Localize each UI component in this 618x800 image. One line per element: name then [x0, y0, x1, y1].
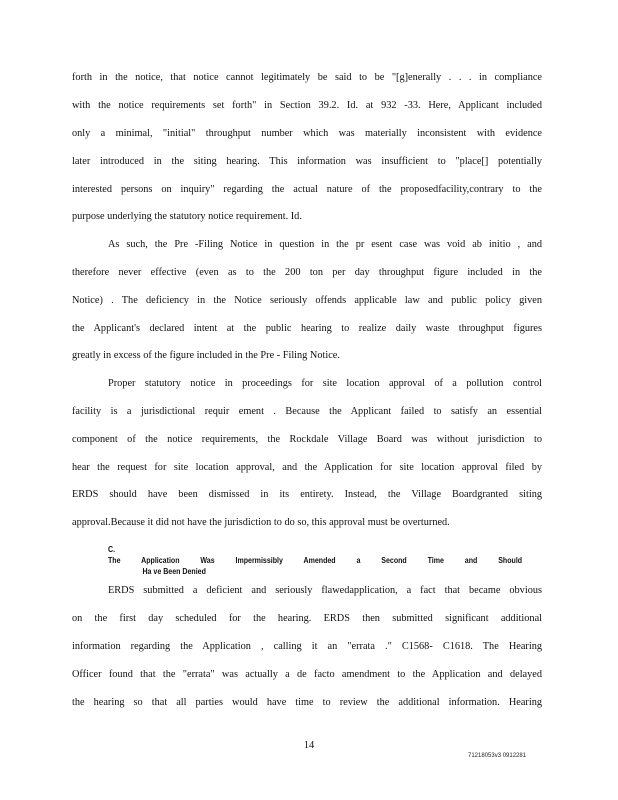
text-line: ERDS submitted a deficient and seriously flawedapplication, a fact that became obvious	[108, 585, 542, 596]
text-line: therefore never effective (even as to the 200 ton per day throughput figure included in the	[72, 267, 542, 278]
page-number: 14	[303, 740, 315, 751]
text-line: Officer found that the "errata" was actually a de facto amendment to the Application and delayed	[72, 669, 542, 680]
text-line: Proper statutory notice in proceedings for site location approval of a pollution control	[108, 378, 542, 389]
text-line: later introduced in the siting hearing. This information was insufficient to "place[] potentially	[72, 156, 542, 167]
text-line: hear the request for site location approval, and the Application for site location approval filed by	[72, 462, 542, 473]
text-line: component of the notice requirements, the Rockdale Village Board was without jurisdiction to	[72, 434, 542, 445]
text-line: ERDS should have been dismissed in its entirety. Instead, the Village Boardgranted siting	[72, 489, 542, 500]
text-line: greatly in excess of the figure included in the Pre - Filing Notice.	[72, 350, 340, 361]
text-line: forth in the notice, that notice cannot legitimately be said to be "[g]enerally . . . in compliance	[72, 72, 542, 83]
text-line: approval.Because it did not have the jurisdiction to do so, this approval must be overturned.	[72, 517, 450, 528]
text-line: the hearing so that all parties would have time to review the additional information. Hearing	[72, 697, 542, 708]
text-line: the Applicant's declared intent at the public hearing to realize daily waste throughput figures	[72, 323, 542, 334]
text-line: As such, the Pre -Filing Notice in question in the pr esent case was void ab initio , and	[108, 239, 542, 250]
section-heading-line2: Ha ve Been Denied	[142, 566, 206, 576]
section-letter: C.	[108, 544, 116, 554]
text-line: interested persons on inquiry" regarding the actual nature of the proposedfacility,contrary to the	[72, 184, 542, 195]
text-line: with the notice requirements set forth" in Section 39.2. Id. at 932 -33. Here, Applicant included	[72, 100, 542, 111]
text-line: Notice) . The deficiency in the Notice seriously offends applicable law and public policy given	[72, 295, 542, 306]
section-heading	[108, 544, 523, 577]
document-id: 71218053v3 0912281	[468, 753, 527, 759]
text-line: facility is a jurisdictional requir ement . Because the Applicant failed to satisfy an essential	[72, 406, 542, 417]
section-heading-line1: The Application Was Impermissibly Amended a Second Time and Should	[108, 555, 523, 565]
text-line: only a minimal, "initial" throughput number which was materially inconsistent with evidence	[72, 128, 542, 139]
text-line: on the first day scheduled for the hearing. ERDS then submitted significant additional	[72, 613, 542, 624]
text-line: information regarding the Application , calling it an "errata ." C1568- C1618. The Hearing	[72, 641, 542, 652]
text-line: purpose underlying the statutory notice requirement. Id.	[72, 211, 302, 222]
